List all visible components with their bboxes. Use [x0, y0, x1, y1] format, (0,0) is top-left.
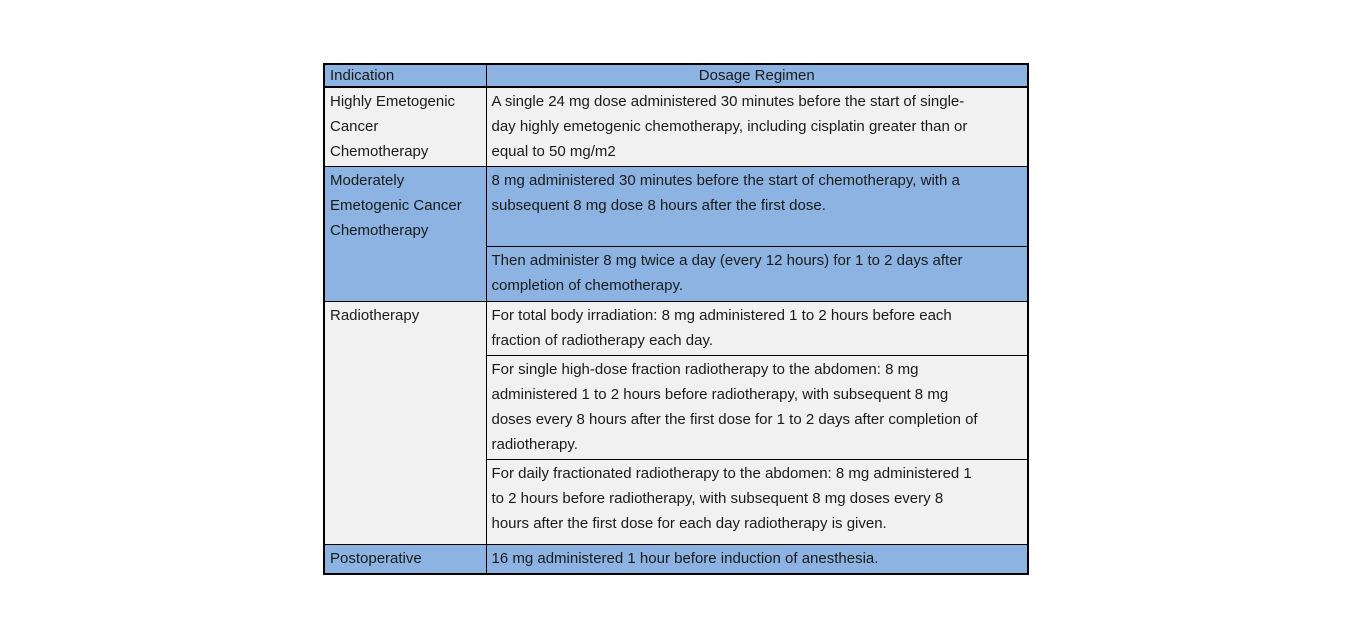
dosage-cell-radiotherapy-2: For single high-dose fraction radiotherapy to the abdomen: 8 mg administered 1 to 2 hours before radiotherapy, with subsequent 8 mg doses every 8 hours after the first dose for 1 to 2 days after completion of radiotherapy. — [486, 356, 1028, 460]
indication-cell-radiotherapy: Radiotherapy — [324, 302, 486, 545]
dosage-cell-radiotherapy-1: For total body irradiation: 8 mg administered 1 to 2 hours before each fraction of radiotherapy each day. — [486, 302, 1028, 356]
table-row — [324, 545, 1028, 575]
table-header-row — [324, 64, 1028, 87]
indication-cell-postoperative: Postoperative — [324, 545, 486, 575]
table-row — [324, 167, 1028, 247]
indication-cell-moderately-emetogenic: Moderately Emetogenic Cancer Chemotherapy — [324, 167, 486, 302]
table-row — [324, 302, 1028, 356]
table-row — [324, 87, 1028, 167]
dosage-cell-postoperative: 16 mg administered 1 hour before induction of anesthesia. — [486, 545, 1028, 575]
dosage-table-container — [323, 63, 1029, 575]
dosage-table — [323, 63, 1029, 575]
dosage-cell-moderately-emetogenic-2: Then administer 8 mg twice a day (every 12 hours) for 1 to 2 days after completion of chemotherapy. — [486, 247, 1028, 302]
column-header-dosage-regimen: Dosage Regimen — [486, 64, 1028, 87]
indication-cell-highly-emetogenic: Highly Emetogenic Cancer Chemotherapy — [324, 87, 486, 167]
dosage-cell-moderately-emetogenic-1: 8 mg administered 30 minutes before the start of chemotherapy, with a subsequent 8 mg dose 8 hours after the first dose. — [486, 167, 1028, 247]
column-header-indication: Indication — [324, 64, 486, 87]
dosage-cell-radiotherapy-3: For daily fractionated radiotherapy to the abdomen: 8 mg administered 1 to 2 hours before radiotherapy, with subsequent 8 mg doses every 8 hours after the first dose for each day radiotherapy is given. — [486, 460, 1028, 545]
dosage-cell-highly-emetogenic: A single 24 mg dose administered 30 minutes before the start of single-day highly emetogenic chemotherapy, including cisplatin greater than or equal to 50 mg/m2 — [486, 87, 1028, 167]
